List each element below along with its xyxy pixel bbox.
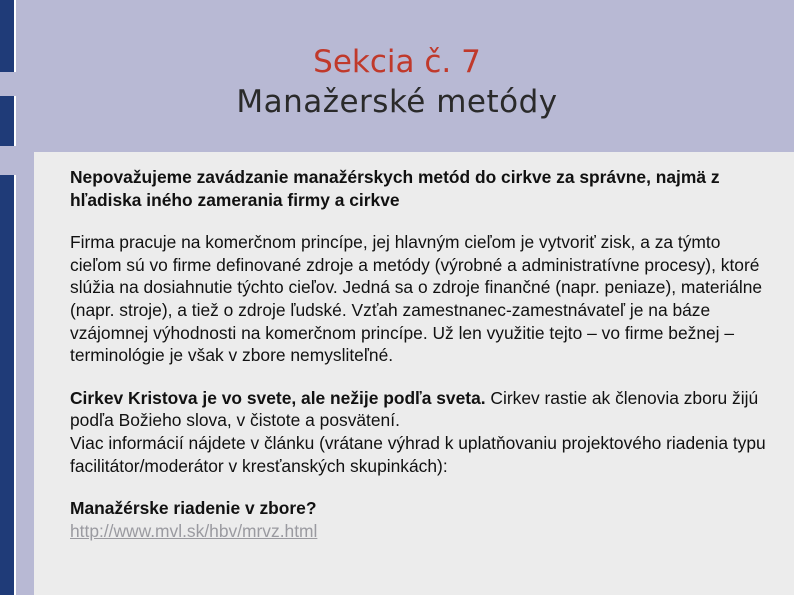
intro-paragraph: Nepovažujeme zavádzanie manažérskych metód do cirkve za správne, najmä z hľadiska iného zamerania firmy a cirkve	[70, 167, 720, 210]
slide-title	[0, 42, 794, 122]
article-link[interactable]: http://www.mvl.sk/hbv/mrvz.html	[70, 520, 318, 541]
section-subtitle: Manažerské metódy	[236, 84, 558, 120]
church-statement-rest: Cirkev rastie ak členovia zboru žijú podľa Božieho slova, v čistote a posvätení.	[70, 387, 759, 431]
article-link-wrapper	[70, 520, 775, 543]
paragraph-church	[70, 387, 775, 432]
question-heading: Manažérske riadenie v zbore?	[70, 498, 317, 519]
paragraph-firm: Firma pracuje na komerčnom princípe, jej hlavným cieľom je vytvoriť zisk, a za týmto cieľom sú vo firme definované zdroje a metódy (výrobné a administratívne procesy), ktoré slúžia na dosiahnutie týchto cieľov. Jedná sa o zdroje finančné (napr. peniaze), materiálne (napr. stroje), a tiež o zdroje ľudské. Vzťah zamestnanec-zamestnávateľ je na báze vzájomnej výhodnosti na komerčnom princípe. Už len využitie tejto – vo firme bežnej – terminológie je však v zbore nemysliteľné.	[70, 232, 763, 366]
paragraph-more-info: Viac informácií nájdete v článku (vrátane výhrad k uplatňovaniu projektového riadenia typu facilitátor/moderátor v kresťanských skupinkách):	[70, 432, 766, 476]
section-title: Sekcia č. 7	[313, 44, 481, 80]
slide-content	[70, 166, 775, 542]
decorative-bar-bottom	[0, 175, 16, 595]
church-statement: Cirkev Kristova je vo svete, ale nežije podľa sveta.	[70, 387, 486, 408]
